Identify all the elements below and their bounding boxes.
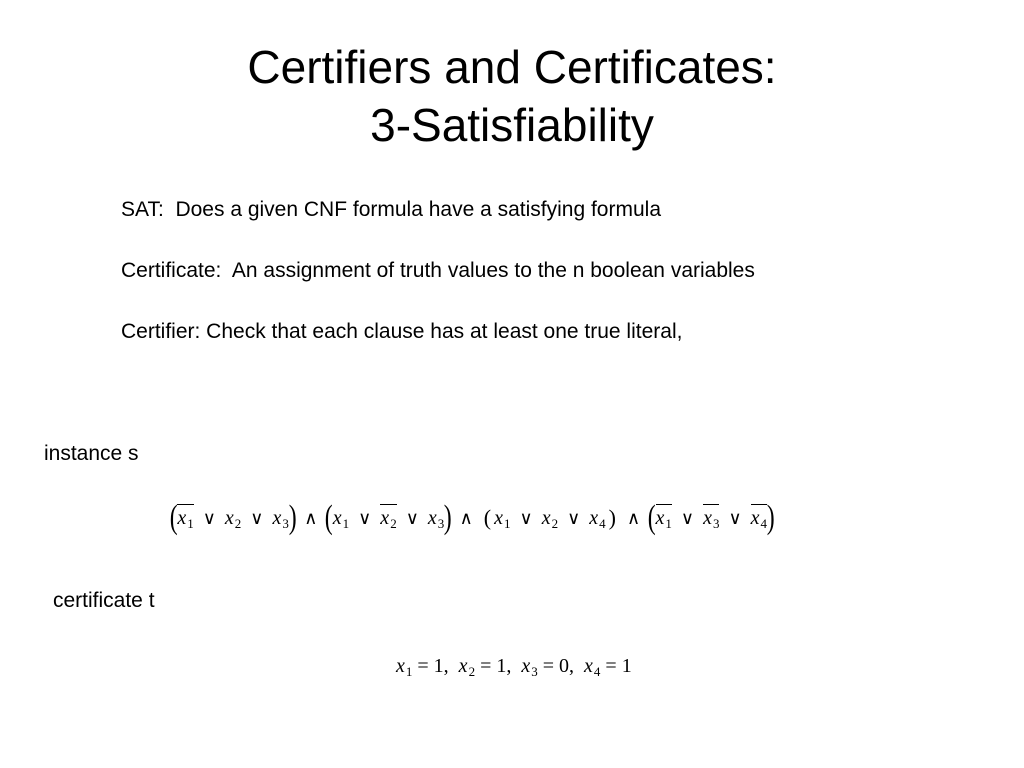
variable-symbol: x xyxy=(494,506,503,529)
variable-index: 2 xyxy=(234,515,242,531)
literal xyxy=(521,653,537,680)
close-paren: ) xyxy=(608,505,616,530)
or-operator: ∨ xyxy=(358,507,372,528)
variable-index: 2 xyxy=(551,515,559,531)
variable-index: 3 xyxy=(712,516,720,531)
variable-symbol: x xyxy=(589,506,599,529)
variable-index: 3 xyxy=(437,515,445,531)
and-operator: ∧ xyxy=(304,507,318,528)
variable-symbol: x xyxy=(703,507,712,529)
variable-symbol: x xyxy=(458,654,468,677)
variable-index: 2 xyxy=(468,663,476,679)
slide-title xyxy=(0,38,1024,154)
variable-index: 4 xyxy=(593,663,601,679)
variable-symbol: x xyxy=(224,506,234,529)
literal xyxy=(542,505,558,532)
or-operator: ∨ xyxy=(567,507,581,528)
variable-index: 1 xyxy=(342,515,350,531)
and-operator: ∧ xyxy=(459,507,473,528)
literal xyxy=(656,504,672,532)
literal xyxy=(589,505,605,532)
literal xyxy=(584,653,600,680)
certificate-label: certificate t xyxy=(53,589,155,612)
variable-index: 1 xyxy=(665,516,672,531)
variable-symbol: x xyxy=(750,507,760,529)
variable-symbol: x xyxy=(380,507,390,529)
comma: , xyxy=(506,654,512,677)
literal xyxy=(751,504,767,532)
open-paren: ( xyxy=(169,499,178,536)
comma: , xyxy=(443,654,449,677)
variable-symbol: x xyxy=(655,507,665,529)
variable-symbol: x xyxy=(584,654,593,677)
variable-symbol: x xyxy=(427,506,437,529)
sat-definition: SAT: Does a given CNF formula have a satisfying formula xyxy=(121,198,662,221)
open-paren: ( xyxy=(325,499,334,536)
variable-index: 1 xyxy=(187,516,194,531)
variable-index: 4 xyxy=(760,516,768,531)
open-paren: ( xyxy=(647,499,656,536)
or-operator: ∨ xyxy=(202,507,216,528)
literal xyxy=(494,505,510,532)
assignment xyxy=(584,653,632,680)
literal xyxy=(459,653,475,680)
close-paren: ) xyxy=(288,499,297,536)
open-paren: ( xyxy=(483,505,492,530)
assignment xyxy=(396,653,459,680)
assignment-value: 0 xyxy=(559,654,570,677)
or-operator: ∨ xyxy=(680,507,695,528)
equals-sign: = xyxy=(480,654,492,677)
variable-index: 1 xyxy=(504,515,511,531)
or-operator: ∨ xyxy=(519,507,533,528)
close-paren: ) xyxy=(766,499,775,536)
literal xyxy=(333,505,349,532)
assignment xyxy=(521,653,584,680)
variable-index: 2 xyxy=(390,516,397,531)
literal xyxy=(272,505,288,532)
variable-index: 3 xyxy=(531,663,538,679)
variable-symbol: x xyxy=(272,506,282,529)
certificate-definition: Certificate: An assignment of truth values to the n boolean variables xyxy=(121,259,755,282)
or-operator: ∨ xyxy=(728,507,742,528)
assignment-value: 1 xyxy=(621,654,632,677)
close-paren: ) xyxy=(443,499,452,536)
and-operator: ∧ xyxy=(626,507,641,528)
literal xyxy=(225,505,241,532)
variable-index: 1 xyxy=(405,663,413,679)
literal xyxy=(703,504,719,532)
cnf-formula xyxy=(170,494,774,542)
or-operator: ∨ xyxy=(250,507,264,528)
equals-sign: = xyxy=(605,654,617,677)
assignment-value: 1 xyxy=(433,654,444,677)
variable-symbol: x xyxy=(177,507,187,529)
slide-title-line-2: 3-Satisfiability xyxy=(370,99,654,151)
literal xyxy=(428,505,444,532)
equals-sign: = xyxy=(542,654,555,677)
certificate-assignment xyxy=(396,650,632,682)
variable-symbol: x xyxy=(541,506,551,529)
instance-label: instance s xyxy=(44,442,139,465)
variable-symbol: x xyxy=(521,654,531,677)
literal xyxy=(396,653,412,680)
assignment-value: 1 xyxy=(496,654,507,677)
certifier-definition: Certifier: Check that each clause has at least one true literal, xyxy=(121,320,683,343)
or-operator: ∨ xyxy=(405,507,419,528)
variable-symbol: x xyxy=(332,506,342,529)
variable-index: 4 xyxy=(599,515,606,531)
slide-title-line-1: Certifiers and Certificates: xyxy=(247,41,777,93)
assignment xyxy=(459,653,522,680)
variable-index: 3 xyxy=(282,515,289,531)
equals-sign: = xyxy=(417,654,429,677)
comma: , xyxy=(569,654,575,677)
literal xyxy=(380,504,396,532)
literal xyxy=(177,504,193,532)
variable-symbol: x xyxy=(396,654,405,677)
